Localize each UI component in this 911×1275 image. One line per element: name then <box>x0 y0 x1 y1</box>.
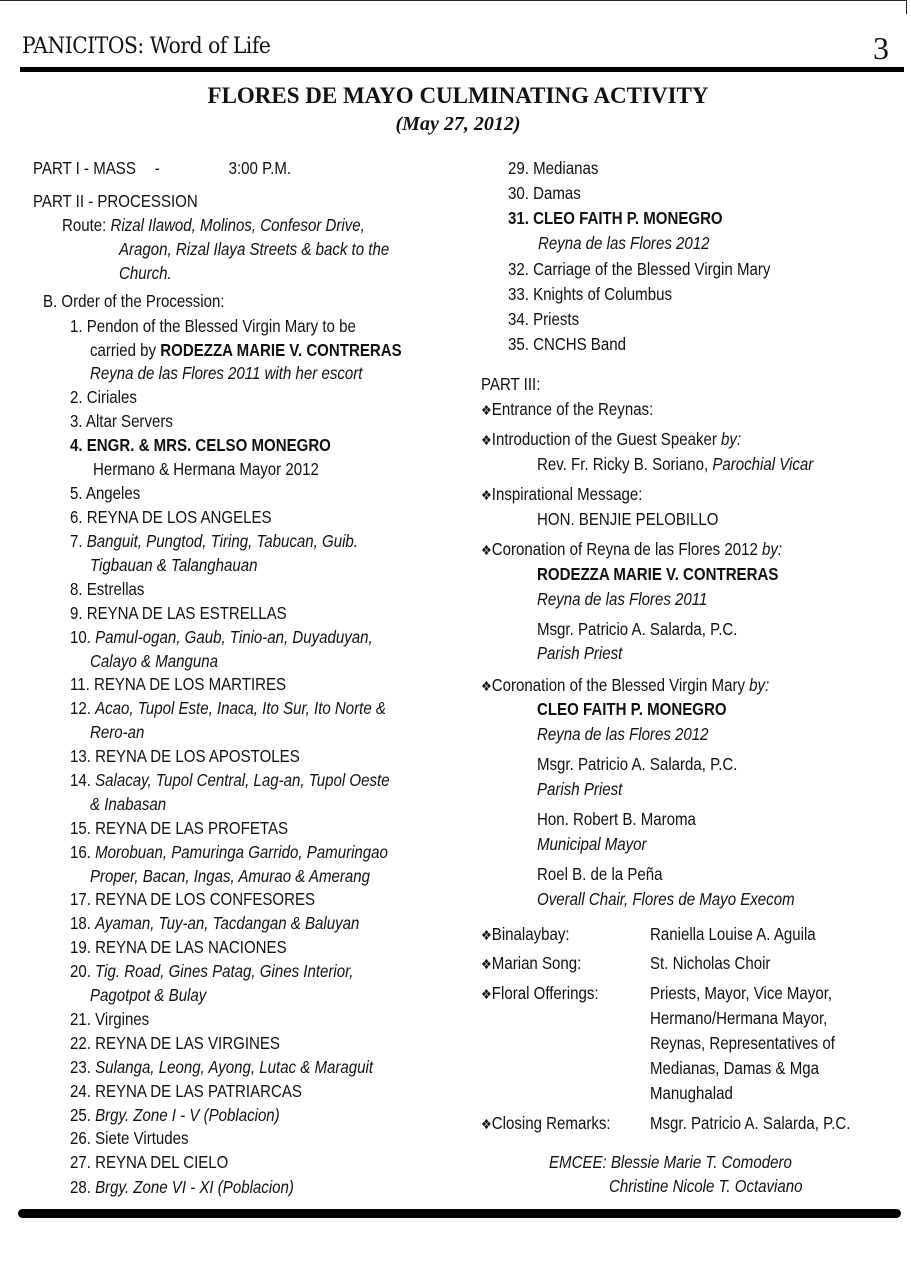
list-item: 17. REYNA DE LOS CONFESORES <box>70 889 316 909</box>
route-line: Church. <box>119 263 172 283</box>
list-item: 33. Knights of Columbus <box>508 284 672 304</box>
list-item: 10. Pamul-ogan, Gaub, Tinio-an, Duyaduyan, <box>70 627 373 647</box>
header-rule <box>20 67 904 72</box>
list-item: 35. CNCHS Band <box>508 334 626 354</box>
bullet-icon: ❖ <box>481 432 492 448</box>
list-item: 31. CLEO FAITH P. MONEGRO <box>508 208 723 228</box>
floral-item: ❖Floral Offerings: <box>481 983 599 1003</box>
coronation-line: Msgr. Patricio A. Salarda, P.C. <box>537 619 738 639</box>
bullet-icon: ❖ <box>481 487 492 503</box>
list-item: 26. Siete Virtudes <box>70 1128 189 1148</box>
list-item: 21. Virgines <box>70 1009 150 1029</box>
coronation-line: CLEO FAITH P. MONEGRO <box>537 699 727 719</box>
coronation-line: Overall Chair, Flores de Mayo Execom <box>537 889 795 909</box>
list-item: 9. REYNA DE LAS ESTRELLAS <box>70 603 287 623</box>
intro-name: Rev. Fr. Ricky B. Soriano, Parochial Vicar <box>537 454 814 474</box>
page-date: (May 27, 2012) <box>395 113 521 135</box>
floral-line: Manughalad <box>650 1083 733 1103</box>
coronation-line: Hon. Robert B. Maroma <box>537 809 696 829</box>
list-item: Proper, Bacan, Ingas, Amurao & Amerang <box>90 866 370 886</box>
list-item: Rero-an <box>90 722 145 742</box>
floral-line: Reynas, Representatives of <box>650 1033 835 1053</box>
page-number: 3 <box>873 30 889 66</box>
binalaybay-item: ❖Binalaybay: <box>481 924 570 944</box>
coronation-line: Parish Priest <box>537 779 623 799</box>
emcee-line: EMCEE: Blessie Marie T. Comodero <box>549 1152 792 1172</box>
list-item: 7. Banguit, Pungtod, Tiring, Tabucan, Guib. <box>70 531 358 551</box>
intro-item: ❖Introduction of the Guest Speaker by: <box>481 429 742 449</box>
song-item: ❖Marian Song: <box>481 953 582 973</box>
list-item: 28. Brgy. Zone VI - XI (Poblacion) <box>70 1177 294 1197</box>
coronation-line: Msgr. Patricio A. Salarda, P.C. <box>537 754 738 774</box>
list-item: 4. ENGR. & MRS. CELSO MONEGRO <box>70 435 331 455</box>
emcee-line: Christine Nicole T. Octaviano <box>609 1176 803 1196</box>
coronation-line: Municipal Mayor <box>537 834 647 854</box>
message-name: HON. BENJIE PELOBILLO <box>537 509 719 529</box>
list-item: 15. REYNA DE LAS PROFETAS <box>70 818 289 838</box>
closing-item: ❖Closing Remarks: <box>481 1113 611 1133</box>
bullet-icon: ❖ <box>481 986 492 1002</box>
top-border <box>0 0 906 1</box>
list-item: 8. Estrellas <box>70 579 145 599</box>
bullet-icon: ❖ <box>481 1116 492 1132</box>
page-title: FLORES DE MAYO CULMINATING ACTIVITY <box>207 83 709 108</box>
list-item: 12. Acao, Tupol Este, Inaca, Ito Sur, Ito Norte & <box>70 698 386 718</box>
list-item: Pagotpot & Bulay <box>90 985 207 1005</box>
list-item: Calayo & Manguna <box>90 651 219 671</box>
list-item: 27. REYNA DEL CIELO <box>70 1152 229 1172</box>
footer-rule <box>18 1209 901 1218</box>
list-item: 30. Damas <box>508 183 581 203</box>
part1: PART I - MASS - 3:00 P.M. <box>33 158 292 178</box>
floral-line: Priests, Mayor, Vice Mayor, <box>650 983 833 1003</box>
list-item: Hermano & Hermana Mayor 2012 <box>93 459 319 479</box>
list-item: carried by RODEZZA MARIE V. CONTRERAS <box>90 340 402 360</box>
list-item: 23. Sulanga, Leong, Ayong, Lutac & Maraguit <box>70 1057 374 1077</box>
entrance-item: ❖Entrance of the Reynas: <box>481 399 654 419</box>
list-item: 16. Morobuan, Pamuringa Garrido, Pamuringao <box>70 842 388 862</box>
bullet-icon: ❖ <box>481 927 492 943</box>
list-item: 18. Ayaman, Tuy-an, Tacdangan & Baluyan <box>70 913 360 933</box>
list-item: Tigbauan & Talanghauan <box>90 555 258 575</box>
list-item: 25. Brgy. Zone I - V (Poblacion) <box>70 1105 280 1125</box>
coronation-line: Roel B. de la Peña <box>537 864 663 884</box>
right-border <box>906 0 907 14</box>
route-line: Route: Rizal Ilawod, Molinos, Confesor Drive, <box>62 215 365 235</box>
list-item: 5. Angeles <box>70 483 141 503</box>
part2-label: PART II - PROCESSION <box>33 191 198 211</box>
list-item: 3. Altar Servers <box>70 411 173 431</box>
order-title: B. Order of the Procession: <box>43 291 225 311</box>
list-item: 11. REYNA DE LOS MARTIRES <box>70 674 287 694</box>
route-line: Aragon, Rizal Ilaya Streets & back to the <box>119 239 390 259</box>
binalaybay-value: Raniella Louise A. Aguila <box>650 924 816 944</box>
masthead: PANICITOS: Word of Life <box>22 34 271 59</box>
list-item: 13. REYNA DE LOS APOSTOLES <box>70 746 300 766</box>
bullet-icon: ❖ <box>481 542 492 558</box>
floral-line: Medianas, Damas & Mga <box>650 1058 819 1078</box>
list-item: 19. REYNA DE LAS NACIONES <box>70 937 287 957</box>
coronation-line: RODEZZA MARIE V. CONTRERAS <box>537 564 779 584</box>
list-item: Reyna de las Flores 2011 with her escort <box>90 363 363 383</box>
floral-line: Hermano/Hermana Mayor, <box>650 1008 828 1028</box>
closing-value: Msgr. Patricio A. Salarda, P.C. <box>650 1113 851 1133</box>
part3-label: PART III: <box>481 374 541 394</box>
bullet-icon: ❖ <box>481 678 492 694</box>
bullet-icon: ❖ <box>481 402 492 418</box>
coronation-bvm-item: ❖Coronation of the Blessed Virgin Mary by: <box>481 675 770 695</box>
list-item: 22. REYNA DE LAS VIRGINES <box>70 1033 280 1053</box>
list-item: & Inabasan <box>90 794 167 814</box>
list-item: 14. Salacay, Tupol Central, Lag-an, Tupol Oeste <box>70 770 390 790</box>
list-item: 29. Medianas <box>508 158 599 178</box>
list-item: 2. Ciriales <box>70 387 137 407</box>
coronation-reyna-item: ❖Coronation of Reyna de las Flores 2012 by: <box>481 539 783 559</box>
list-item: 32. Carriage of the Blessed Virgin Mary <box>508 259 771 279</box>
list-item: 20. Tig. Road, Gines Patag, Gines Interior, <box>70 961 354 981</box>
coronation-line: Reyna de las Flores 2011 <box>537 589 708 609</box>
coronation-line: Reyna de las Flores 2012 <box>537 724 709 744</box>
list-item: 24. REYNA DE LAS PATRIARCAS <box>70 1081 302 1101</box>
list-item: Reyna de las Flores 2012 <box>538 233 710 253</box>
list-item: 6. REYNA DE LOS ANGELES <box>70 507 272 527</box>
message-item: ❖Inspirational Message: <box>481 484 643 504</box>
coronation-line: Parish Priest <box>537 643 623 663</box>
bullet-icon: ❖ <box>481 956 492 972</box>
song-value: St. Nicholas Choir <box>650 953 771 973</box>
list-item: 34. Priests <box>508 309 580 329</box>
list-item: 1. Pendon of the Blessed Virgin Mary to be <box>70 316 356 336</box>
